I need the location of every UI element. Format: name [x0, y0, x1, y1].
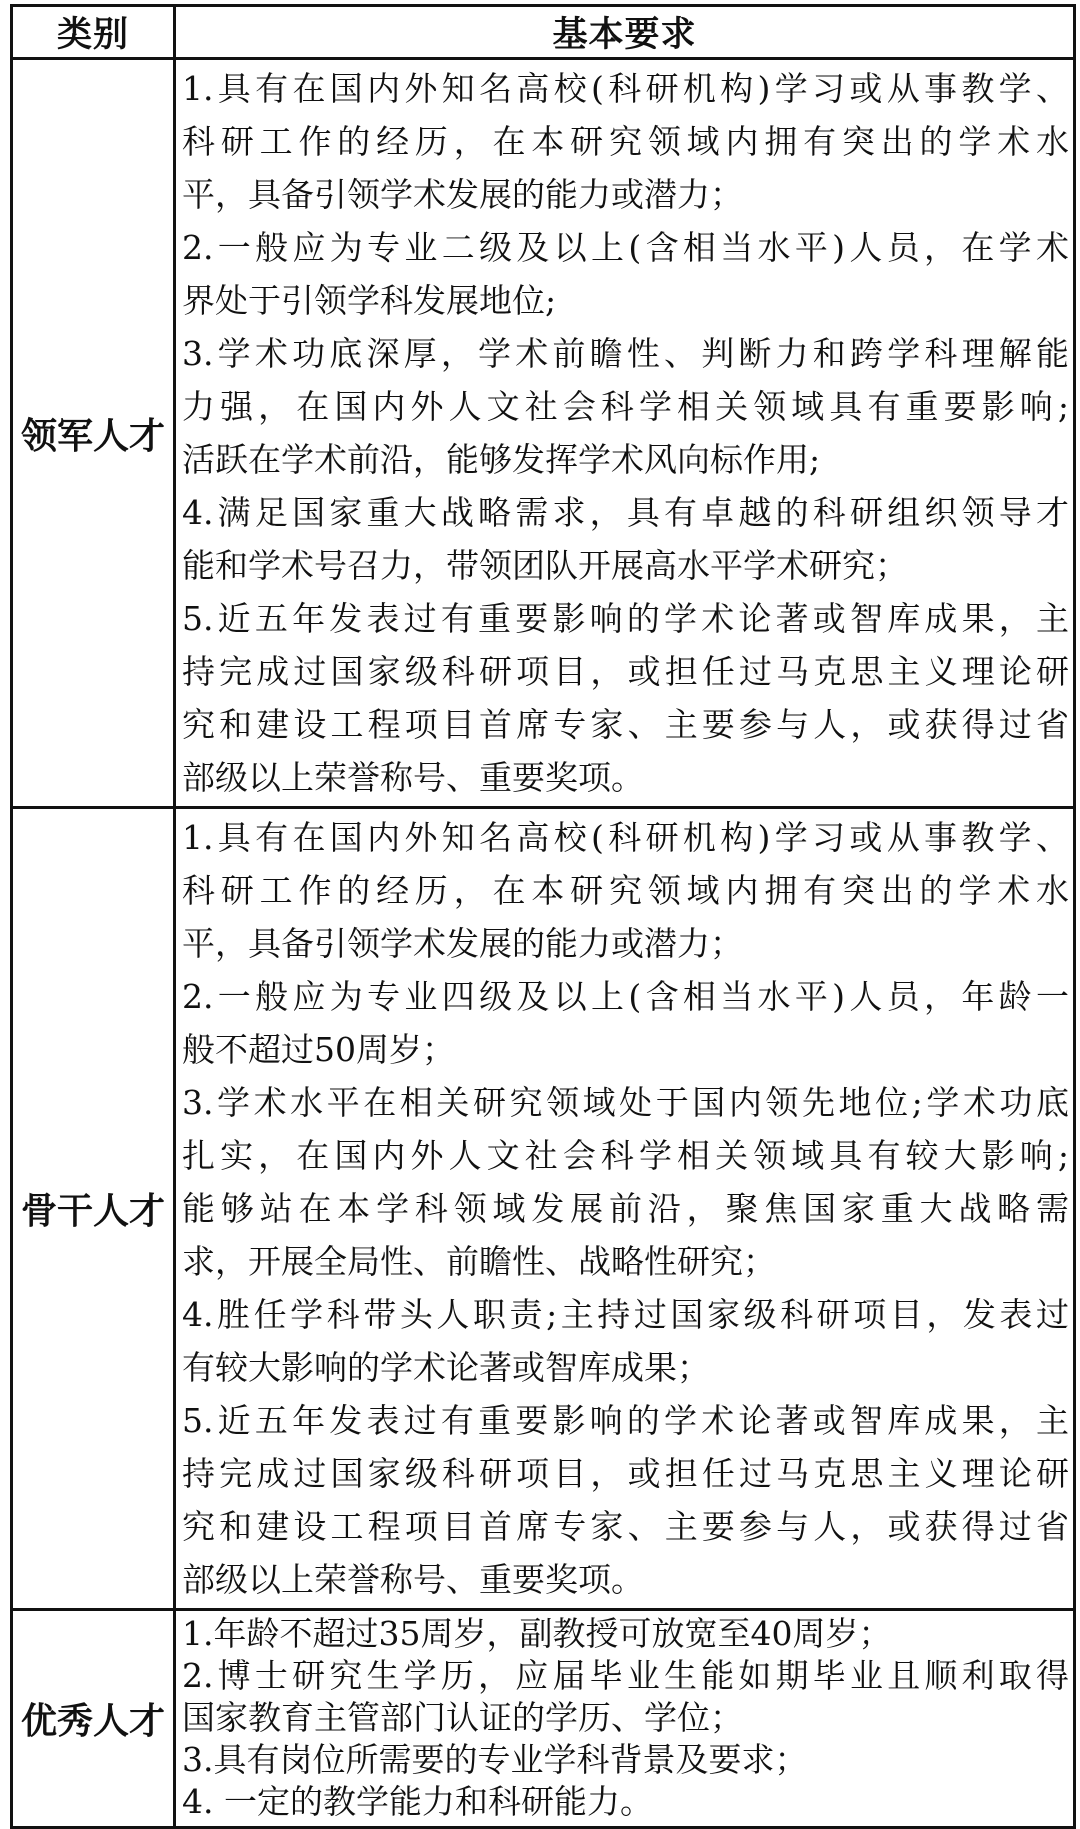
requirement-line: 5.近五年发表过有重要影响的学术论著或智库成果，主	[182, 599, 1069, 638]
requirements-cell	[175, 1610, 1075, 1828]
requirement-line: 般不超过50周岁；	[182, 1030, 455, 1069]
requirement-line: 国家教育主管部门认证的学历、学位；	[182, 1698, 743, 1737]
requirement-line: 4.满足国家重大战略需求，具有卓越的科研组织领导才	[182, 493, 1069, 532]
requirement-line: 科研工作的经历，在本研究领域内拥有突出的学术水	[182, 122, 1069, 161]
requirement-line: 部级以上荣誉称号、重要奖项。	[182, 1560, 644, 1599]
category-cell: 骨干人才	[12, 808, 175, 1610]
requirement-line: 3.学术功底深厚，学术前瞻性、判断力和跨学科理解能	[182, 334, 1069, 373]
table-row-excellent-talent	[12, 1610, 1075, 1828]
requirement-line: 科研工作的经历，在本研究领域内拥有突出的学术水	[182, 871, 1069, 910]
requirement-line: 能和学术号召力，带领团队开展高水平学术研究；	[182, 546, 908, 585]
requirement-line: 求，开展全局性、前瞻性、战略性研究；	[182, 1242, 776, 1281]
requirement-line: 2.一般应为专业四级及以上(含相当水平)人员，年龄一	[182, 977, 1069, 1016]
table-row-backbone-talent	[12, 808, 1075, 1610]
requirements-cell	[175, 808, 1075, 1610]
requirement-line: 1.具有在国内外知名高校(科研机构)学习或从事教学、	[182, 69, 1069, 108]
requirements-table	[10, 4, 1076, 1829]
requirement-line: 持完成过国家级科研项目，或担任过马克思主义理论研	[182, 1454, 1069, 1493]
requirement-line: 1.年龄不超过35周岁，副教授可放宽至40周岁；	[182, 1614, 892, 1653]
requirement-line: 有较大影响的学术论著或智库成果；	[182, 1348, 710, 1387]
header-requirements: 基本要求	[175, 6, 1075, 59]
requirement-line: 2.博士研究生学历，应届毕业生能如期毕业且顺利取得	[182, 1656, 1069, 1695]
requirement-line: 究和建设工程项目首席专家、主要参与人，或获得过省	[182, 705, 1069, 744]
requirements-cell	[175, 59, 1075, 808]
requirement-line: 5.近五年发表过有重要影响的学术论著或智库成果，主	[182, 1401, 1069, 1440]
requirement-line: 力强，在国内外人文社会科学相关领域具有重要影响;	[182, 387, 1069, 426]
requirement-line: 4.胜任学科带头人职责;主持过国家级科研项目，发表过	[182, 1295, 1069, 1334]
requirement-line: 部级以上荣誉称号、重要奖项。	[182, 758, 644, 797]
table-row-leader-talent	[12, 59, 1075, 808]
requirement-line: 持完成过国家级科研项目，或担任过马克思主义理论研	[182, 652, 1069, 691]
requirement-line: 活跃在学术前沿，能够发挥学术风向标作用;	[182, 440, 821, 479]
category-cell: 领军人才	[12, 59, 175, 808]
requirement-line: 界处于引领学科发展地位;	[182, 281, 557, 320]
header-category: 类别	[12, 6, 175, 59]
requirement-line: 1.具有在国内外知名高校(科研机构)学习或从事教学、	[182, 818, 1069, 857]
requirement-line: 扎实，在国内外人文社会科学相关领域具有较大影响;	[182, 1136, 1069, 1175]
requirement-line: 2.一般应为专业二级及以上(含相当水平)人员，在学术	[182, 228, 1069, 267]
requirement-line: 究和建设工程项目首席专家、主要参与人，或获得过省	[182, 1507, 1069, 1546]
requirement-line: 能够站在本学科领域发展前沿，聚焦国家重大战略需	[182, 1189, 1069, 1228]
category-cell: 优秀人才	[12, 1610, 175, 1828]
requirement-line: 平，具备引领学术发展的能力或潜力；	[182, 175, 743, 214]
requirement-line: 3.学术水平在相关研究领域处于国内领先地位;学术功底	[182, 1083, 1069, 1122]
requirement-line: 3.具有岗位所需要的专业学科背景及要求；	[182, 1740, 808, 1779]
table-header-row	[12, 6, 1075, 59]
requirement-line: 4. 一定的教学能力和科研能力。	[182, 1782, 653, 1821]
requirement-line: 平，具备引领学术发展的能力或潜力；	[182, 924, 743, 963]
